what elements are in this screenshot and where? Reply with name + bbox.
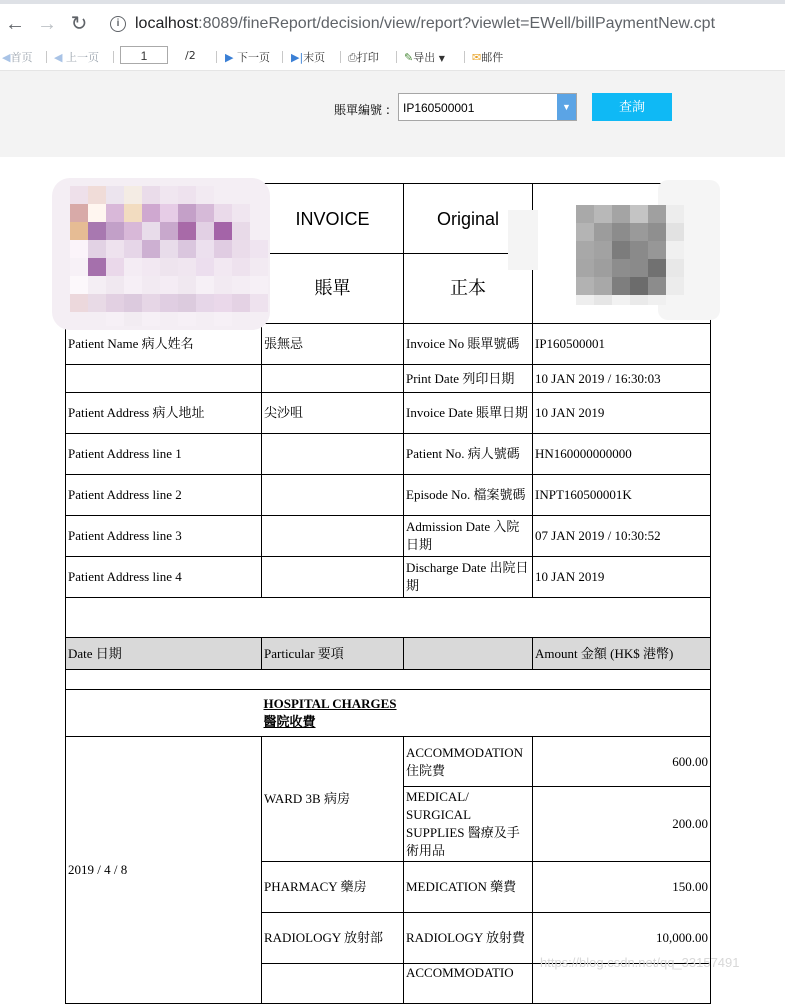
parameter-pane bbox=[0, 71, 785, 157]
info-field-value: 10 JAN 2019 bbox=[533, 557, 711, 598]
info-field: Print Date 列印日期 bbox=[404, 365, 533, 393]
site-info-icon[interactable]: i bbox=[110, 16, 126, 32]
info-label: Patient Name 病人姓名 bbox=[66, 324, 262, 365]
info-row bbox=[66, 434, 711, 475]
charge-date: 2019 / 4 / 8 bbox=[66, 737, 262, 1004]
browser-address-bar bbox=[0, 0, 785, 44]
reload-icon[interactable]: ↻ bbox=[70, 13, 88, 35]
first-page-button[interactable] bbox=[2, 49, 32, 65]
prev-page-label: 上一页 bbox=[65, 51, 99, 64]
invoice-number-combo[interactable] bbox=[398, 93, 577, 121]
info-label bbox=[66, 365, 262, 393]
query-button[interactable]: 查詢 bbox=[592, 93, 672, 121]
info-field-value: 10 JAN 2019 bbox=[533, 393, 711, 434]
info-label: Patient Address 病人地址 bbox=[66, 393, 262, 434]
back-arrow-icon[interactable]: ← bbox=[5, 13, 25, 35]
radiology-label: RADIOLOGY 放射費 bbox=[404, 913, 533, 964]
export-label: 导出 bbox=[413, 51, 436, 64]
export-icon: ✎ bbox=[404, 51, 414, 64]
chevron-down-icon: ▼ bbox=[438, 54, 445, 63]
info-value bbox=[262, 516, 404, 557]
email-label: 邮件 bbox=[481, 51, 504, 64]
url-text[interactable] bbox=[135, 15, 715, 33]
prev-page-button[interactable] bbox=[54, 49, 99, 65]
info-row bbox=[66, 365, 711, 393]
last-page-label: 末页 bbox=[303, 51, 326, 64]
info-field: Patient No. 病人號碼 bbox=[404, 434, 533, 475]
medication-amount: 150.00 bbox=[533, 862, 711, 913]
qr-blur-image bbox=[508, 170, 720, 330]
radiology-dept-label: RADIOLOGY 放射部 bbox=[262, 913, 404, 964]
report-toolbar bbox=[0, 44, 785, 71]
info-value: 尖沙咀 bbox=[262, 393, 404, 434]
combo-dropdown-icon[interactable]: ▼ bbox=[557, 94, 576, 120]
invoice-title-en: INVOICE bbox=[262, 184, 404, 254]
info-value bbox=[262, 475, 404, 516]
info-label: Patient Address line 1 bbox=[66, 434, 262, 475]
accommodation-label: ACCOMMODATION 住院費 bbox=[404, 737, 533, 787]
next-page-icon: ▶ bbox=[225, 51, 234, 64]
section-title: HOSPITAL CHARGES 醫院收費 bbox=[263, 696, 397, 729]
medical-label: MEDICAL/ SURGICAL SUPPLIES 醫療及手術用品 bbox=[404, 787, 533, 862]
info-value bbox=[262, 557, 404, 598]
info-field-value: IP160500001 bbox=[533, 324, 711, 365]
first-page-label: 首页 bbox=[10, 51, 33, 64]
hospital-logo-blurred bbox=[52, 178, 270, 330]
info-field-value: 07 JAN 2019 / 10:30:52 bbox=[533, 516, 711, 557]
watermark: https://blog.csdn.net/qq_33157491 bbox=[540, 955, 740, 970]
print-button[interactable] bbox=[348, 49, 379, 65]
info-field-value: 10 JAN 2019 / 16:30:03 bbox=[533, 365, 711, 393]
logo-blur-image bbox=[52, 178, 270, 330]
col-blank bbox=[404, 638, 533, 670]
last-page-button[interactable] bbox=[291, 49, 325, 65]
info-field-value: INPT160500001K bbox=[533, 475, 711, 516]
info-label: Patient Address line 4 bbox=[66, 557, 262, 598]
info-field: Invoice Date 賬單日期 bbox=[404, 393, 533, 434]
next-item-label: ACCOMMODATIO bbox=[404, 964, 533, 1004]
col-particular: Particular 要項 bbox=[262, 638, 404, 670]
url-path: :8089/fineReport/decision/view/report?viewlet=EWell/billPaymentNew.cpt bbox=[198, 15, 716, 32]
invoice-title-zh: 賬單 bbox=[262, 254, 404, 324]
info-field-value: HN160000000000 bbox=[533, 434, 711, 475]
export-button[interactable] bbox=[404, 49, 445, 65]
invoice-number-value: IP160500001 bbox=[403, 101, 475, 115]
last-page-icon: ▶| bbox=[291, 51, 304, 64]
info-label: Patient Address line 3 bbox=[66, 516, 262, 557]
first-page-icon: ◀ bbox=[2, 51, 11, 64]
medication-label: MEDICATION 藥費 bbox=[404, 862, 533, 913]
info-row bbox=[66, 516, 711, 557]
info-value bbox=[262, 365, 404, 393]
medical-amount: 200.00 bbox=[533, 787, 711, 862]
info-field: Episode No. 檔案號碼 bbox=[404, 475, 533, 516]
next-page-label: 下一页 bbox=[236, 51, 270, 64]
email-button[interactable] bbox=[472, 49, 503, 65]
info-field: Admission Date 入院日期 bbox=[404, 516, 533, 557]
qr-code-blurred bbox=[508, 170, 720, 330]
mail-icon: ✉ bbox=[472, 51, 482, 64]
info-field: Invoice No 賬單號碼 bbox=[404, 324, 533, 365]
spacer-row bbox=[66, 598, 711, 638]
pharmacy-label: PHARMACY 藥房 bbox=[262, 862, 404, 913]
forward-arrow-icon[interactable]: → bbox=[37, 13, 57, 35]
page-total: /2 bbox=[185, 49, 196, 62]
prev-page-icon: ◀ bbox=[54, 51, 63, 64]
page-number-input[interactable]: 1 bbox=[120, 46, 168, 64]
info-label: Patient Address line 2 bbox=[66, 475, 262, 516]
info-value: 張無忌 bbox=[262, 324, 404, 365]
original-title-zh: 正本 bbox=[404, 254, 533, 324]
radiology-amount: 10,000.00 bbox=[533, 913, 711, 964]
url-host: localhost bbox=[135, 15, 199, 32]
print-label: 打印 bbox=[356, 51, 379, 64]
info-row bbox=[66, 475, 711, 516]
patient-info bbox=[66, 324, 711, 598]
col-amount: Amount 金額 (HK$ 港幣) bbox=[533, 638, 711, 670]
ward-label: WARD 3B 病房 bbox=[262, 737, 404, 862]
info-value bbox=[262, 434, 404, 475]
col-date: Date 日期 bbox=[66, 638, 262, 670]
info-row bbox=[66, 557, 711, 598]
info-field: Discharge Date 出院日期 bbox=[404, 557, 533, 598]
accommodation-amount: 600.00 bbox=[533, 737, 711, 787]
invoice-number-label: 賬單編號 : bbox=[334, 103, 390, 117]
next-page-button[interactable] bbox=[225, 49, 270, 65]
info-row bbox=[66, 393, 711, 434]
original-title-en: Original bbox=[404, 184, 533, 254]
printer-icon: ⎙ bbox=[348, 51, 357, 64]
